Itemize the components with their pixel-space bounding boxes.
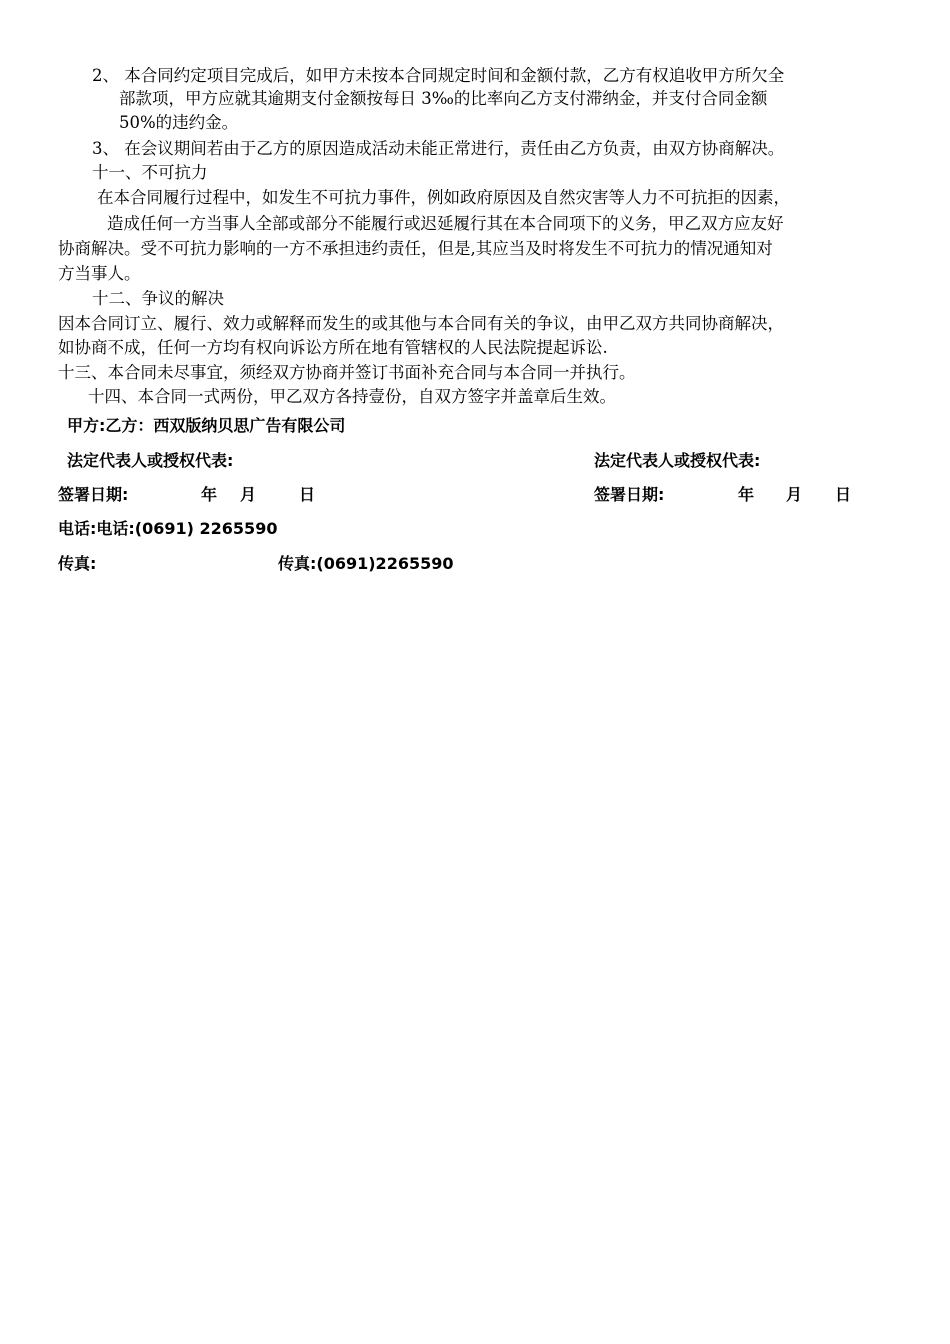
section-12-line-1: 因本合同订立、履行、效力或解释而发生的或其他与本合同有关的争议，由甲乙双方共同协商解决， [58, 314, 784, 333]
sign-date-month-party-b: 月 [786, 485, 803, 504]
sign-date-year-party-a: 年 [201, 485, 218, 504]
clause-2-line-1: 2、 本合同约定项目完成后，如甲方未按本合同规定时间和金额付款，乙方有权追收甲方所欠全 [92, 66, 785, 85]
section-14: 十四、本合同一式两份，甲乙双方各持壹份，自双方签字并盖章后生效。 [88, 387, 616, 406]
sign-date-label-party-a: 签署日期: [58, 485, 129, 504]
sign-date-month-party-a: 月 [240, 485, 257, 504]
section-11-line-1: 在本合同履行过程中，如发生不可抗力事件，例如政府原因及自然灾害等人力不可抗拒的因素， [97, 188, 790, 207]
section-11-line-2: 造成任何一方当事人全部或部分不能履行或迟延履行其在本合同项下的义务，甲乙双方应友好 [107, 214, 784, 233]
clause-3: 3、 在会议期间若由于乙方的原因造成活动未能正常进行，责任由乙方负责，由双方协商解决。 [92, 139, 785, 158]
phone-line: 电话:电话:(0691) 2265590 [58, 519, 278, 538]
parties-line: 甲方:乙方：西双版纳贝思广告有限公司 [67, 416, 346, 435]
sign-date-label-party-b: 签署日期: [594, 485, 665, 504]
section-11-heading: 十一、不可抗力 [92, 163, 208, 182]
section-12-heading: 十二、争议的解决 [92, 289, 224, 308]
section-11-line-3: 协商解决。受不可抗力影响的一方不承担违约责任，但是,其应当及时将发生不可抗力的情况通知对 [58, 239, 773, 258]
section-12-line-2: 如协商不成，任何一方均有权向诉讼方所在地有管辖权的人民法院提起诉讼. [58, 338, 608, 357]
rep-label-party-b: 法定代表人或授权代表: [594, 451, 761, 470]
fax-label-party-a: 传真: [58, 554, 97, 573]
clause-2-line-2: 部款项，甲方应就其逾期支付金额按每日 3‰的比率向乙方支付滞纳金，并支付合同金额 [119, 89, 768, 108]
section-11-line-4: 方当事人。 [58, 264, 141, 283]
sign-date-day-party-b: 日 [835, 485, 852, 504]
fax-party-b: 传真:(0691)2265590 [278, 554, 454, 573]
rep-label-party-a: 法定代表人或授权代表: [67, 451, 234, 470]
sign-date-day-party-a: 日 [299, 485, 316, 504]
section-13: 十三、本合同未尽事宜，须经双方协商并签订书面补充合同与本合同一并执行。 [58, 363, 636, 382]
clause-2-line-3: 50%的违约金。 [119, 113, 239, 132]
sign-date-year-party-b: 年 [738, 485, 755, 504]
